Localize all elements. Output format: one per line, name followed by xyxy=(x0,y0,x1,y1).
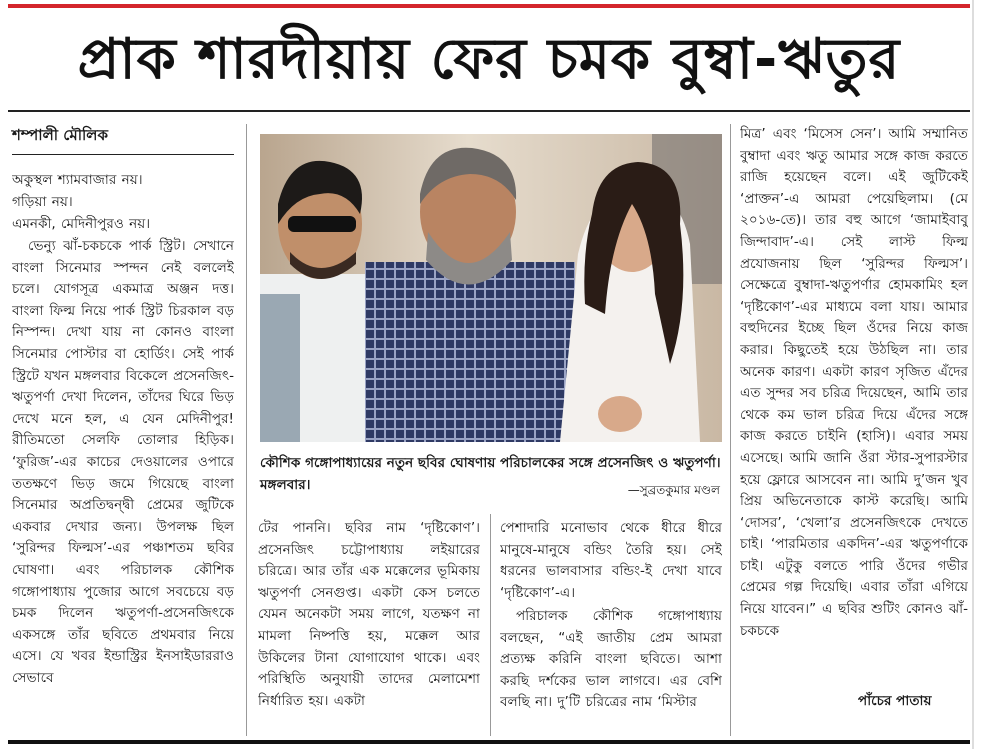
byline: শম্পালী মৌলিক xyxy=(12,126,108,144)
headline: প্রাক শারদীয়ায় ফের চমক বুম্বা-ঋতুর xyxy=(77,27,901,92)
middle-column-b-part1: পেশাদারি মনোভাব থেকে ধীরে ধীরে মানুষে-মানুষে বন্ডিং তৈরি হয়। সেই ধরনের ভালবাসার বন্ডিং-ই দেখা যাবে ‘দৃষ্টিকোণ’-এ। xyxy=(500,520,722,601)
middle-column-a: টের পাননি। ছবির নাম ‘দৃষ্টিকোণ’। প্রসেনজিৎ চট্টোপাধ্যায় লইয়ারের চরিত্রে। আর তাঁর এক মক্কেলের ভূমিকায় ঋতুপর্ণা সেনগুপ্ত। একটা কেস চলতে যেমন অনেকটা সময় লাগে, যতক্ষণ না মামলা নিষ্পত্তি হয়, মক্কেল আর উকিলের টানা যোগাযোগ থাকে। এবং পরিস্থিতি অনুযায়ী তাদের মেলামেশা নির্ধারিত হয়। একটা xyxy=(258,520,480,709)
right-column-body: মিত্র’ এবং ‘মিসেস সেন’। আমি সম্মানিত বুম্বাদা এবং ঋতু আমার সঙ্গে কাজ করতে রাজি হয়েছেন বলে। এই জুটিকেই ‘প্রাক্তন’-এ আমরা পেয়েছিলাম। (মে ২০১৬-তে)। তার বহু আগে ‘জামাইবাবু জিন্দাবাদ’-এ। সেই লাস্ট ফিল্ম প্রযোজনায় ছিল ‘সুরিন্দর ফিল্মস’। সেক্ষেত্রে বুম্বাদা-ঋতুপর্ণার হোমকামিং হল ‘দৃষ্টিকোণ’-এর মাধ্যমে বলা যায়। আমার বহুদিনের ইচ্ছে ছিল ওঁদের নিয়ে কাজ করার। কিছুতেই হয়ে উঠছিল না। তার অনেক কারণ। একটা কারণ সৃজিত এঁদের এত সুন্দর সব চরিত্র দিয়েছেন, আমি তার থেকে কম ভাল চরিত্র দিয়ে এঁদের সঙ্গে কাজ করতে চাইনি (হাসি)। এবার সময় এসেছে। আমি জানি ওঁরা স্টার-সুপারস্টার হয়ে ফ্লোরে আসবেন না। আমি দু’জন খুব প্রিয় অভিনেতাকে কাস্ট করেছি। আমি ‘দোসর’, ‘খেলা’র প্রসেনজিৎকে দেখতে চাই। ‘পারমিতার একদিন’-এর ঋতুপর্ণাকে চাই। এটুকু বলতে পারি ওঁদের গভীর প্রেমের গল্প দিয়েছি। এবার তাঁরা এগিয়ে নিয়ে যাবেন।” এ ছবির শুটিং কোনও ঝাঁ-চকচকে xyxy=(740,126,968,639)
news-photo xyxy=(260,134,722,442)
middle-column-b-part2: পরিচালক কৌশিক গঙ্গোপাধ্যায় বলছেন, “এই জাতীয় প্রেম আমরা প্রত্যক্ষ করিনি বাংলা ছবিতে। আশা করছি দর্শকের ভাল লাগবে। এর বেশি বলছি না। দু’টি চরিত্রের নাম ‘মিস্টার xyxy=(500,608,722,711)
top-red-rule xyxy=(8,4,970,8)
continued-on-page: পাঁচের পাতায় xyxy=(858,693,932,709)
photo-illustration xyxy=(260,134,722,442)
headline-rule xyxy=(8,110,970,112)
byline-rule xyxy=(12,154,234,155)
left-column-line: এমনকী, মেদিনীপুরও নয়। xyxy=(12,216,151,232)
bottom-rule xyxy=(8,740,970,744)
left-column-line: অকুস্থল শ্যামবাজার নয়। xyxy=(12,172,143,188)
page-edge xyxy=(972,0,974,749)
column-rule xyxy=(730,124,731,736)
photo-caption: কৌশিক গঙ্গোপাধ্যায়ের নতুন ছবির ঘোষণায় পরিচালকের সঙ্গে প্রসেনজিৎ ও ঋতুপর্ণা। মঙ্গলবার। xyxy=(260,455,721,493)
photo-credit: —সুব্রতকুমার মণ্ডল xyxy=(627,483,720,497)
left-column-line: গড়িয়া নয়। xyxy=(12,194,73,210)
column-rule xyxy=(490,514,491,736)
left-column-body: ভেন্যু ঝাঁ-চকচকে পার্ক স্ট্রিট। সেখানে বাংলা সিনেমার স্পন্দন নেই বললেই চলে। যোগসূত্র একমাত্র অঞ্জন দত্ত। বাংলা ফিল্ম নিয়ে পার্ক স্ট্রিট চিরকাল বড় নিস্পন্দ। দেখা যায় না কোনও বাংলা সিনেমার পোস্টার বা হোর্ডিং। সেই পার্ক স্ট্রিটে যখন মঙ্গলবার বিকেলে প্রসেনজিৎ-ঋতুপর্ণা দেখা দিলেন, তাঁদের ঘিরে ভিড় দেখে মনে হল, এ যেন মেদিনীপুর! রীতিমতো সেলফি তোলার হিড়িক। ‘ফুরিজ’-এর কাচের দেওয়ালের ওপারে ততক্ষণে ভিড় জমে গিয়েছে বাংলা সিনেমার অপ্রতিদ্বন্দ্বী প্রেমের জুটিকে একবার দেখার জন্য। উপলক্ষ ছিল ‘সুরিন্দর ফিল্মস’-এর পঞ্চাশতম ছবির ঘোষণা। এবং পরিচালক কৌশিক গঙ্গোপাধ্যায় পুজোর আগে সবচেয়ে বড় চমক দিলেন ঋতুপর্ণা-প্রসেনজিৎকে একসঙ্গে তাঁর ছবিতে প্রথমবার নিয়ে এসে। যে খবর ইন্ডাস্ট্রির ইনসাইডাররাও সেভাবে xyxy=(12,238,234,686)
column-rule xyxy=(246,124,247,736)
